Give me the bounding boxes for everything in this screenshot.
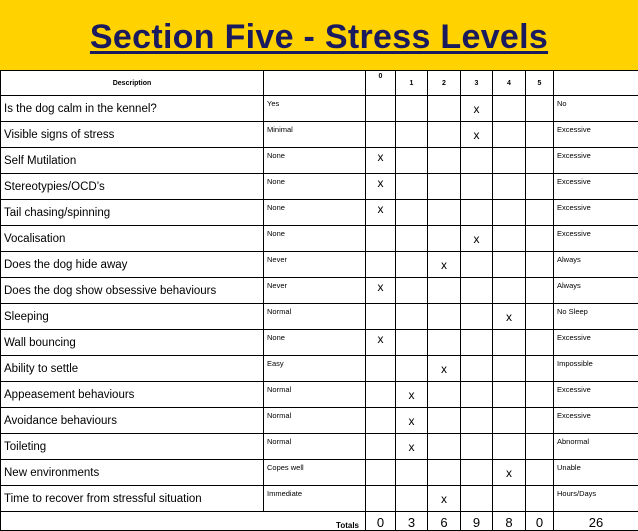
score-cell-3 — [461, 460, 493, 486]
score-cell-0 — [366, 304, 396, 330]
score-cell-3: x — [461, 96, 493, 122]
score-cell-1 — [396, 486, 428, 512]
score-cell-4 — [493, 122, 526, 148]
row-description: Avoidance behaviours — [1, 408, 264, 434]
score-cell-1: x — [396, 408, 428, 434]
row-description: Appeasement behaviours — [1, 382, 264, 408]
row-low-anchor: Minimal — [264, 122, 366, 148]
score-cell-5 — [526, 382, 554, 408]
scale-header-1: 1 — [396, 71, 428, 96]
table-row — [1, 408, 638, 434]
row-description: Toileting — [1, 434, 264, 460]
row-description: Wall bouncing — [1, 330, 264, 356]
score-cell-0: x — [366, 174, 396, 200]
score-cell-4 — [493, 96, 526, 122]
score-cell-0: x — [366, 200, 396, 226]
score-cell-2 — [428, 226, 461, 252]
score-cell-5 — [526, 330, 554, 356]
header-row — [1, 71, 638, 96]
score-cell-0: x — [366, 278, 396, 304]
row-high-anchor: Excessive — [554, 122, 638, 148]
score-cell-2 — [428, 148, 461, 174]
scale-header-5: 5 — [526, 71, 554, 96]
score-cell-5 — [526, 226, 554, 252]
row-high-anchor: No Sleep — [554, 304, 638, 330]
row-high-anchor: Impossible — [554, 356, 638, 382]
low-end-header — [264, 71, 366, 96]
row-low-anchor: Normal — [264, 408, 366, 434]
score-cell-2 — [428, 408, 461, 434]
score-cell-1 — [396, 174, 428, 200]
score-cell-2 — [428, 122, 461, 148]
row-low-anchor: None — [264, 200, 366, 226]
score-cell-0 — [366, 460, 396, 486]
row-low-anchor: Yes — [264, 96, 366, 122]
row-high-anchor: Excessive — [554, 226, 638, 252]
score-cell-3: x — [461, 122, 493, 148]
row-description: Tail chasing/spinning — [1, 200, 264, 226]
score-cell-1 — [396, 226, 428, 252]
score-cell-2 — [428, 304, 461, 330]
score-cell-1 — [396, 356, 428, 382]
row-low-anchor: None — [264, 174, 366, 200]
total-value-1: 3 — [396, 512, 428, 531]
score-cell-2 — [428, 96, 461, 122]
table-row — [1, 122, 638, 148]
score-cell-3 — [461, 174, 493, 200]
score-cell-5 — [526, 486, 554, 512]
table-row — [1, 278, 638, 304]
total-value-4: 8 — [493, 512, 526, 531]
row-low-anchor: Normal — [264, 304, 366, 330]
row-description: Sleeping — [1, 304, 264, 330]
row-high-anchor: Always — [554, 252, 638, 278]
score-cell-4 — [493, 252, 526, 278]
totals-row — [1, 512, 638, 531]
score-cell-0 — [366, 96, 396, 122]
scale-header-0: 0 — [366, 71, 396, 96]
total-value-0: 0 — [366, 512, 396, 531]
score-cell-2 — [428, 174, 461, 200]
score-cell-1 — [396, 200, 428, 226]
row-low-anchor: Never — [264, 278, 366, 304]
score-cell-3 — [461, 148, 493, 174]
row-high-anchor: Excessive — [554, 148, 638, 174]
score-cell-0 — [366, 226, 396, 252]
score-cell-0 — [366, 252, 396, 278]
score-cell-2: x — [428, 252, 461, 278]
totals-label: Totals — [1, 512, 366, 531]
total-value-2: 6 — [428, 512, 461, 531]
row-high-anchor: Excessive — [554, 408, 638, 434]
row-description: Does the dog hide away — [1, 252, 264, 278]
row-low-anchor: None — [264, 226, 366, 252]
table-row — [1, 434, 638, 460]
row-description: Visible signs of stress — [1, 122, 264, 148]
score-cell-1 — [396, 460, 428, 486]
scale-header-3: 3 — [461, 71, 493, 96]
score-cell-3 — [461, 486, 493, 512]
score-cell-1 — [396, 304, 428, 330]
score-cell-3 — [461, 382, 493, 408]
score-cell-4 — [493, 356, 526, 382]
table-row — [1, 96, 638, 122]
score-cell-1 — [396, 252, 428, 278]
row-high-anchor: Excessive — [554, 330, 638, 356]
score-cell-1: x — [396, 382, 428, 408]
score-cell-5 — [526, 408, 554, 434]
score-cell-2: x — [428, 486, 461, 512]
score-cell-0 — [366, 382, 396, 408]
score-cell-4 — [493, 486, 526, 512]
score-cell-5 — [526, 122, 554, 148]
score-cell-5 — [526, 148, 554, 174]
row-low-anchor: Copes well — [264, 460, 366, 486]
row-low-anchor: Normal — [264, 434, 366, 460]
row-description: Time to recover from stressful situation — [1, 486, 264, 512]
score-cell-5 — [526, 304, 554, 330]
table-row — [1, 486, 638, 512]
table-row — [1, 330, 638, 356]
description-header: Description — [1, 71, 264, 96]
high-end-header — [554, 71, 638, 96]
row-low-anchor: None — [264, 148, 366, 174]
score-cell-2: x — [428, 356, 461, 382]
row-description: Self Mutilation — [1, 148, 264, 174]
scale-header-2: 2 — [428, 71, 461, 96]
table-row — [1, 174, 638, 200]
score-cell-3 — [461, 330, 493, 356]
score-cell-5 — [526, 356, 554, 382]
score-cell-0 — [366, 408, 396, 434]
score-cell-5 — [526, 200, 554, 226]
total-value-5: 0 — [526, 512, 554, 531]
score-cell-4 — [493, 148, 526, 174]
score-cell-3 — [461, 408, 493, 434]
score-cell-2 — [428, 200, 461, 226]
row-high-anchor: Excessive — [554, 174, 638, 200]
score-cell-2 — [428, 434, 461, 460]
row-description: Does the dog show obsessive behaviours — [1, 278, 264, 304]
stress-levels-table — [0, 70, 638, 531]
row-low-anchor: None — [264, 330, 366, 356]
row-high-anchor: Abnormal — [554, 434, 638, 460]
score-cell-3 — [461, 304, 493, 330]
scale-header-4: 4 — [493, 71, 526, 96]
score-cell-2 — [428, 330, 461, 356]
page-title: Section Five - Stress Levels — [0, 18, 638, 57]
row-description: Ability to settle — [1, 356, 264, 382]
score-cell-0: x — [366, 148, 396, 174]
row-high-anchor: Always — [554, 278, 638, 304]
score-cell-3: x — [461, 226, 493, 252]
score-cell-5 — [526, 278, 554, 304]
score-cell-4 — [493, 174, 526, 200]
row-high-anchor: Hours/Days — [554, 486, 638, 512]
row-high-anchor: Unable — [554, 460, 638, 486]
score-cell-0 — [366, 434, 396, 460]
score-cell-1 — [396, 148, 428, 174]
total-value-3: 9 — [461, 512, 493, 531]
score-cell-4 — [493, 226, 526, 252]
row-high-anchor: Excessive — [554, 382, 638, 408]
table-row — [1, 382, 638, 408]
score-cell-5 — [526, 434, 554, 460]
score-cell-2 — [428, 382, 461, 408]
score-cell-1 — [396, 122, 428, 148]
score-cell-4: x — [493, 304, 526, 330]
score-cell-4: x — [493, 460, 526, 486]
score-cell-5 — [526, 252, 554, 278]
table-row — [1, 226, 638, 252]
score-cell-0 — [366, 486, 396, 512]
row-low-anchor: Never — [264, 252, 366, 278]
row-description: New environments — [1, 460, 264, 486]
table-row — [1, 200, 638, 226]
score-cell-2 — [428, 278, 461, 304]
row-high-anchor: Excessive — [554, 200, 638, 226]
score-cell-4 — [493, 382, 526, 408]
score-cell-4 — [493, 330, 526, 356]
score-cell-4 — [493, 434, 526, 460]
score-cell-2 — [428, 460, 461, 486]
score-cell-1 — [396, 330, 428, 356]
score-cell-4 — [493, 278, 526, 304]
row-description: Stereotypies/OCD’s — [1, 174, 264, 200]
score-cell-4 — [493, 408, 526, 434]
table-row — [1, 356, 638, 382]
table-row — [1, 460, 638, 486]
score-cell-3 — [461, 278, 493, 304]
score-cell-1 — [396, 96, 428, 122]
score-cell-0: x — [366, 330, 396, 356]
table-row — [1, 304, 638, 330]
score-cell-3 — [461, 356, 493, 382]
score-cell-3 — [461, 200, 493, 226]
score-cell-1: x — [396, 434, 428, 460]
score-cell-5 — [526, 96, 554, 122]
row-low-anchor: Normal — [264, 382, 366, 408]
score-cell-4 — [493, 200, 526, 226]
score-cell-1 — [396, 278, 428, 304]
row-low-anchor: Immediate — [264, 486, 366, 512]
row-low-anchor: Easy — [264, 356, 366, 382]
table-row — [1, 148, 638, 174]
row-description: Vocalisation — [1, 226, 264, 252]
score-cell-0 — [366, 356, 396, 382]
score-cell-3 — [461, 434, 493, 460]
score-cell-5 — [526, 460, 554, 486]
score-cell-5 — [526, 174, 554, 200]
total-sum: 26 — [554, 512, 638, 531]
table-row — [1, 252, 638, 278]
row-description: Is the dog calm in the kennel? — [1, 96, 264, 122]
score-cell-3 — [461, 252, 493, 278]
row-high-anchor: No — [554, 96, 638, 122]
score-cell-0 — [366, 122, 396, 148]
